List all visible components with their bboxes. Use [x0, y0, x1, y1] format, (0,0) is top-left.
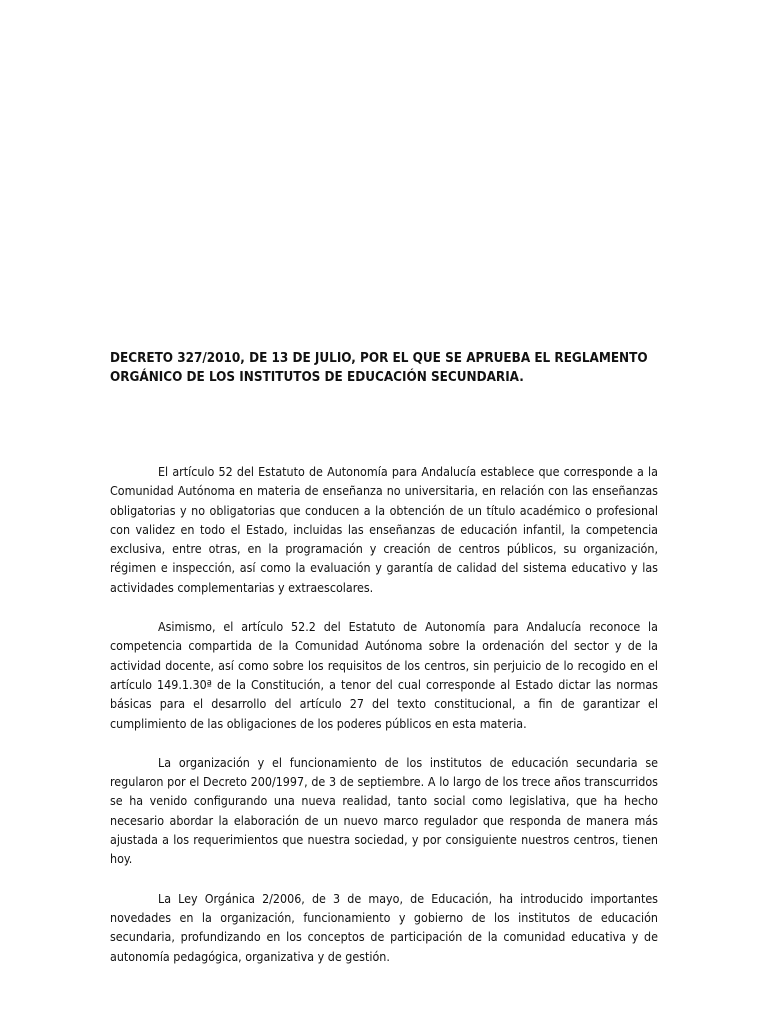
- document-body: [110, 462, 658, 986]
- paragraph-competencia-compartida: Asimismo, el artículo 52.2 del Estatuto de Autonomía para Andalucía reconoce la competencia compartida de la Comunidad Autónoma sobre la ordenación del sector y de la actividad docente, así como sobre los requisitos de los centros, sin perjuicio de lo recogido en el artículo 149.1.30ª de la Constitución, a tenor del cual corresponde al Estado dictar las normas básicas para el desarrollo del artículo 27 del texto constitucional, a fin de garantizar el cumplimiento de las obligaciones de los poderes públicos en esta materia.: [110, 619, 658, 731]
- paragraph-decreto-200-1997: La organización y el funcionamiento de los institutos de educación secundaria se regularon por el Decreto 200/1997, de 3 de septiembre. A lo largo de los trece años transcurridos se ha venido configurando una nueva realidad, tanto social como legislativa, que ha hecho necesario abordar la elaboración de un nuevo marco regulador que responda de manera más ajustada a los requerimientos que nuestra sociedad, y por consiguiente nuestros centros, tienen hoy.: [110, 754, 658, 867]
- paragraph-estatuto-articulo-52: El artículo 52 del Estatuto de Autonomía para Andalucía establece que corresponde a la Comunidad Autónoma en materia de enseñanza no universitaria, en relación con las enseñanzas obligatorias y no obligatorias que conducen a la obtención de un título académico o profesional con validez en todo el Estado, incluidas las enseñanzas de educación infantil, la competencia exclusiva, entre otras, en la programación y creación de centros públicos, su organización, régimen e inspección, así como la evaluación y garantía de calidad del sistema educativo y las actividades complementarias y extraescolares.: [110, 464, 658, 595]
- document-title: DECRETO 327/2010, DE 13 DE JULIO, POR EL QUE SE APRUEBA EL REGLAMENTO ORGÁNICO DE LOS INSTITUTOS DE EDUCACIÓN SECUNDARIA.: [110, 351, 648, 385]
- paragraph-ley-organica-2-2006: La Ley Orgánica 2/2006, de 3 de mayo, de Educación, ha introducido importantes novedades en la organización, funcionamiento y gobierno de los institutos de educación secundaria, profundizando en los conceptos de participación de la comunidad educativa y de autonomía pedagógica, organizativa y de gestión.: [110, 890, 658, 964]
